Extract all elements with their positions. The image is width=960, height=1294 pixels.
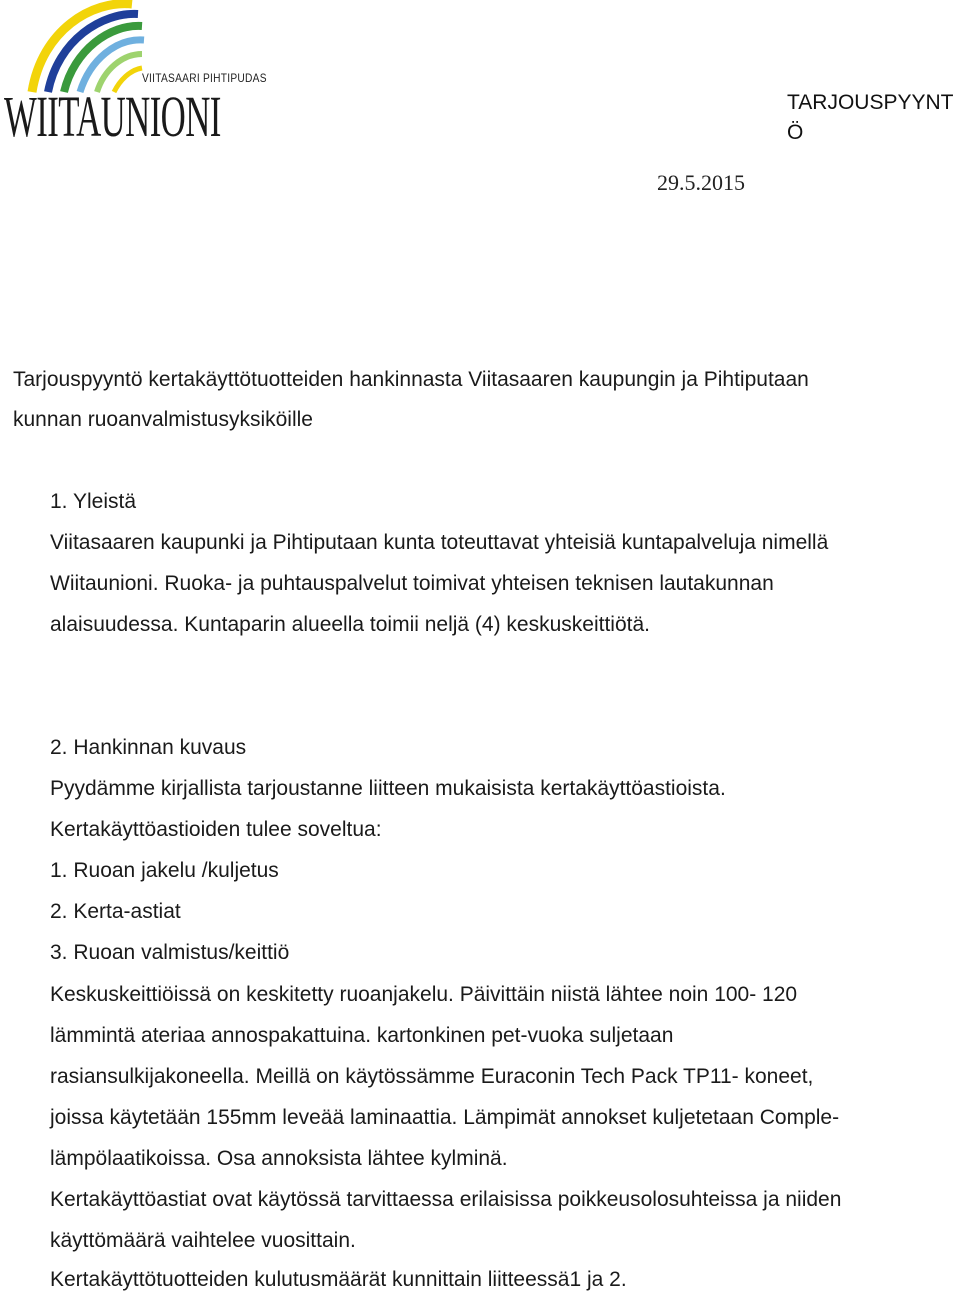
document-date: 29.5.2015 [657, 170, 745, 195]
document-title-line-2: kunnan ruoanvalmistusyksiköille [13, 408, 313, 431]
paragraph-line: Kertakäyttöastiat ovat käytössä tarvittaessa erilaisissa poikkeusolosuhteissa ja niiden [50, 1188, 842, 1211]
paragraph-line: rasiansulkijakoneella. Meillä on käytössämme Euraconin Tech Pack TP11- koneet, [50, 1065, 814, 1088]
list-item: 1. Ruoan jakelu /kuljetus [50, 859, 279, 882]
paragraph-line: lämpölaatikoissa. Osa annoksista lähtee kylminä. [50, 1147, 508, 1170]
paragraph-line: joissa käytetään 155mm leveää laminaattia. Lämpimät annokset kuljetetaan Comple- [50, 1106, 840, 1129]
document-title-line-1: Tarjouspyyntö kertakäyttötuotteiden hankinnasta Viitasaaren kaupungin ja Pihtiputaan [13, 368, 809, 391]
logo-name: WIITAUNIONI [4, 84, 221, 149]
paragraph-line: Keskuskeittiöissä on keskitetty ruoanjakelu. Päivittäin niistä lähtee noin 100- 120 [50, 983, 798, 1006]
paragraph-line: Kertakäyttöastioiden tulee soveltua: [50, 818, 382, 841]
list-item: 2. Kerta-astiat [50, 900, 181, 923]
paragraph-line: Viitasaaren kaupunki ja Pihtiputaan kunta toteuttavat yhteisiä kuntapalveluja nimellä [50, 531, 829, 554]
paragraph-line: Wiitaunioni. Ruoka- ja puhtauspalvelut toimivat yhteisen teknisen lautakunnan [50, 572, 774, 595]
paragraph-line: alaisuudessa. Kuntaparin alueella toimii neljä (4) keskuskeittiötä. [50, 613, 650, 636]
paragraph-line: käyttömäärä vaihtelee vuosittain. [50, 1229, 356, 1252]
section-1-heading: 1. Yleistä [50, 490, 136, 513]
paragraph-line: Kertakäyttötuotteiden kulutusmäärät kunnittain liitteessä1 ja 2. [50, 1268, 627, 1291]
document-type: TARJOUSPYYNTÖ [787, 91, 954, 144]
paragraph-line: lämmintä ateriaa annospakattuina. kartonkinen pet-vuoka suljetaan [50, 1024, 674, 1047]
logo-subtitle: VIITASAARI PIHTIPUDAS [142, 71, 267, 85]
section-2-heading: 2. Hankinnan kuvaus [50, 736, 247, 759]
paragraph-line: Pyydämme kirjallista tarjoustanne liitteen mukaisista kertakäyttöastioista. [50, 777, 726, 800]
list-item: 3. Ruoan valmistus/keittiö [50, 941, 290, 964]
